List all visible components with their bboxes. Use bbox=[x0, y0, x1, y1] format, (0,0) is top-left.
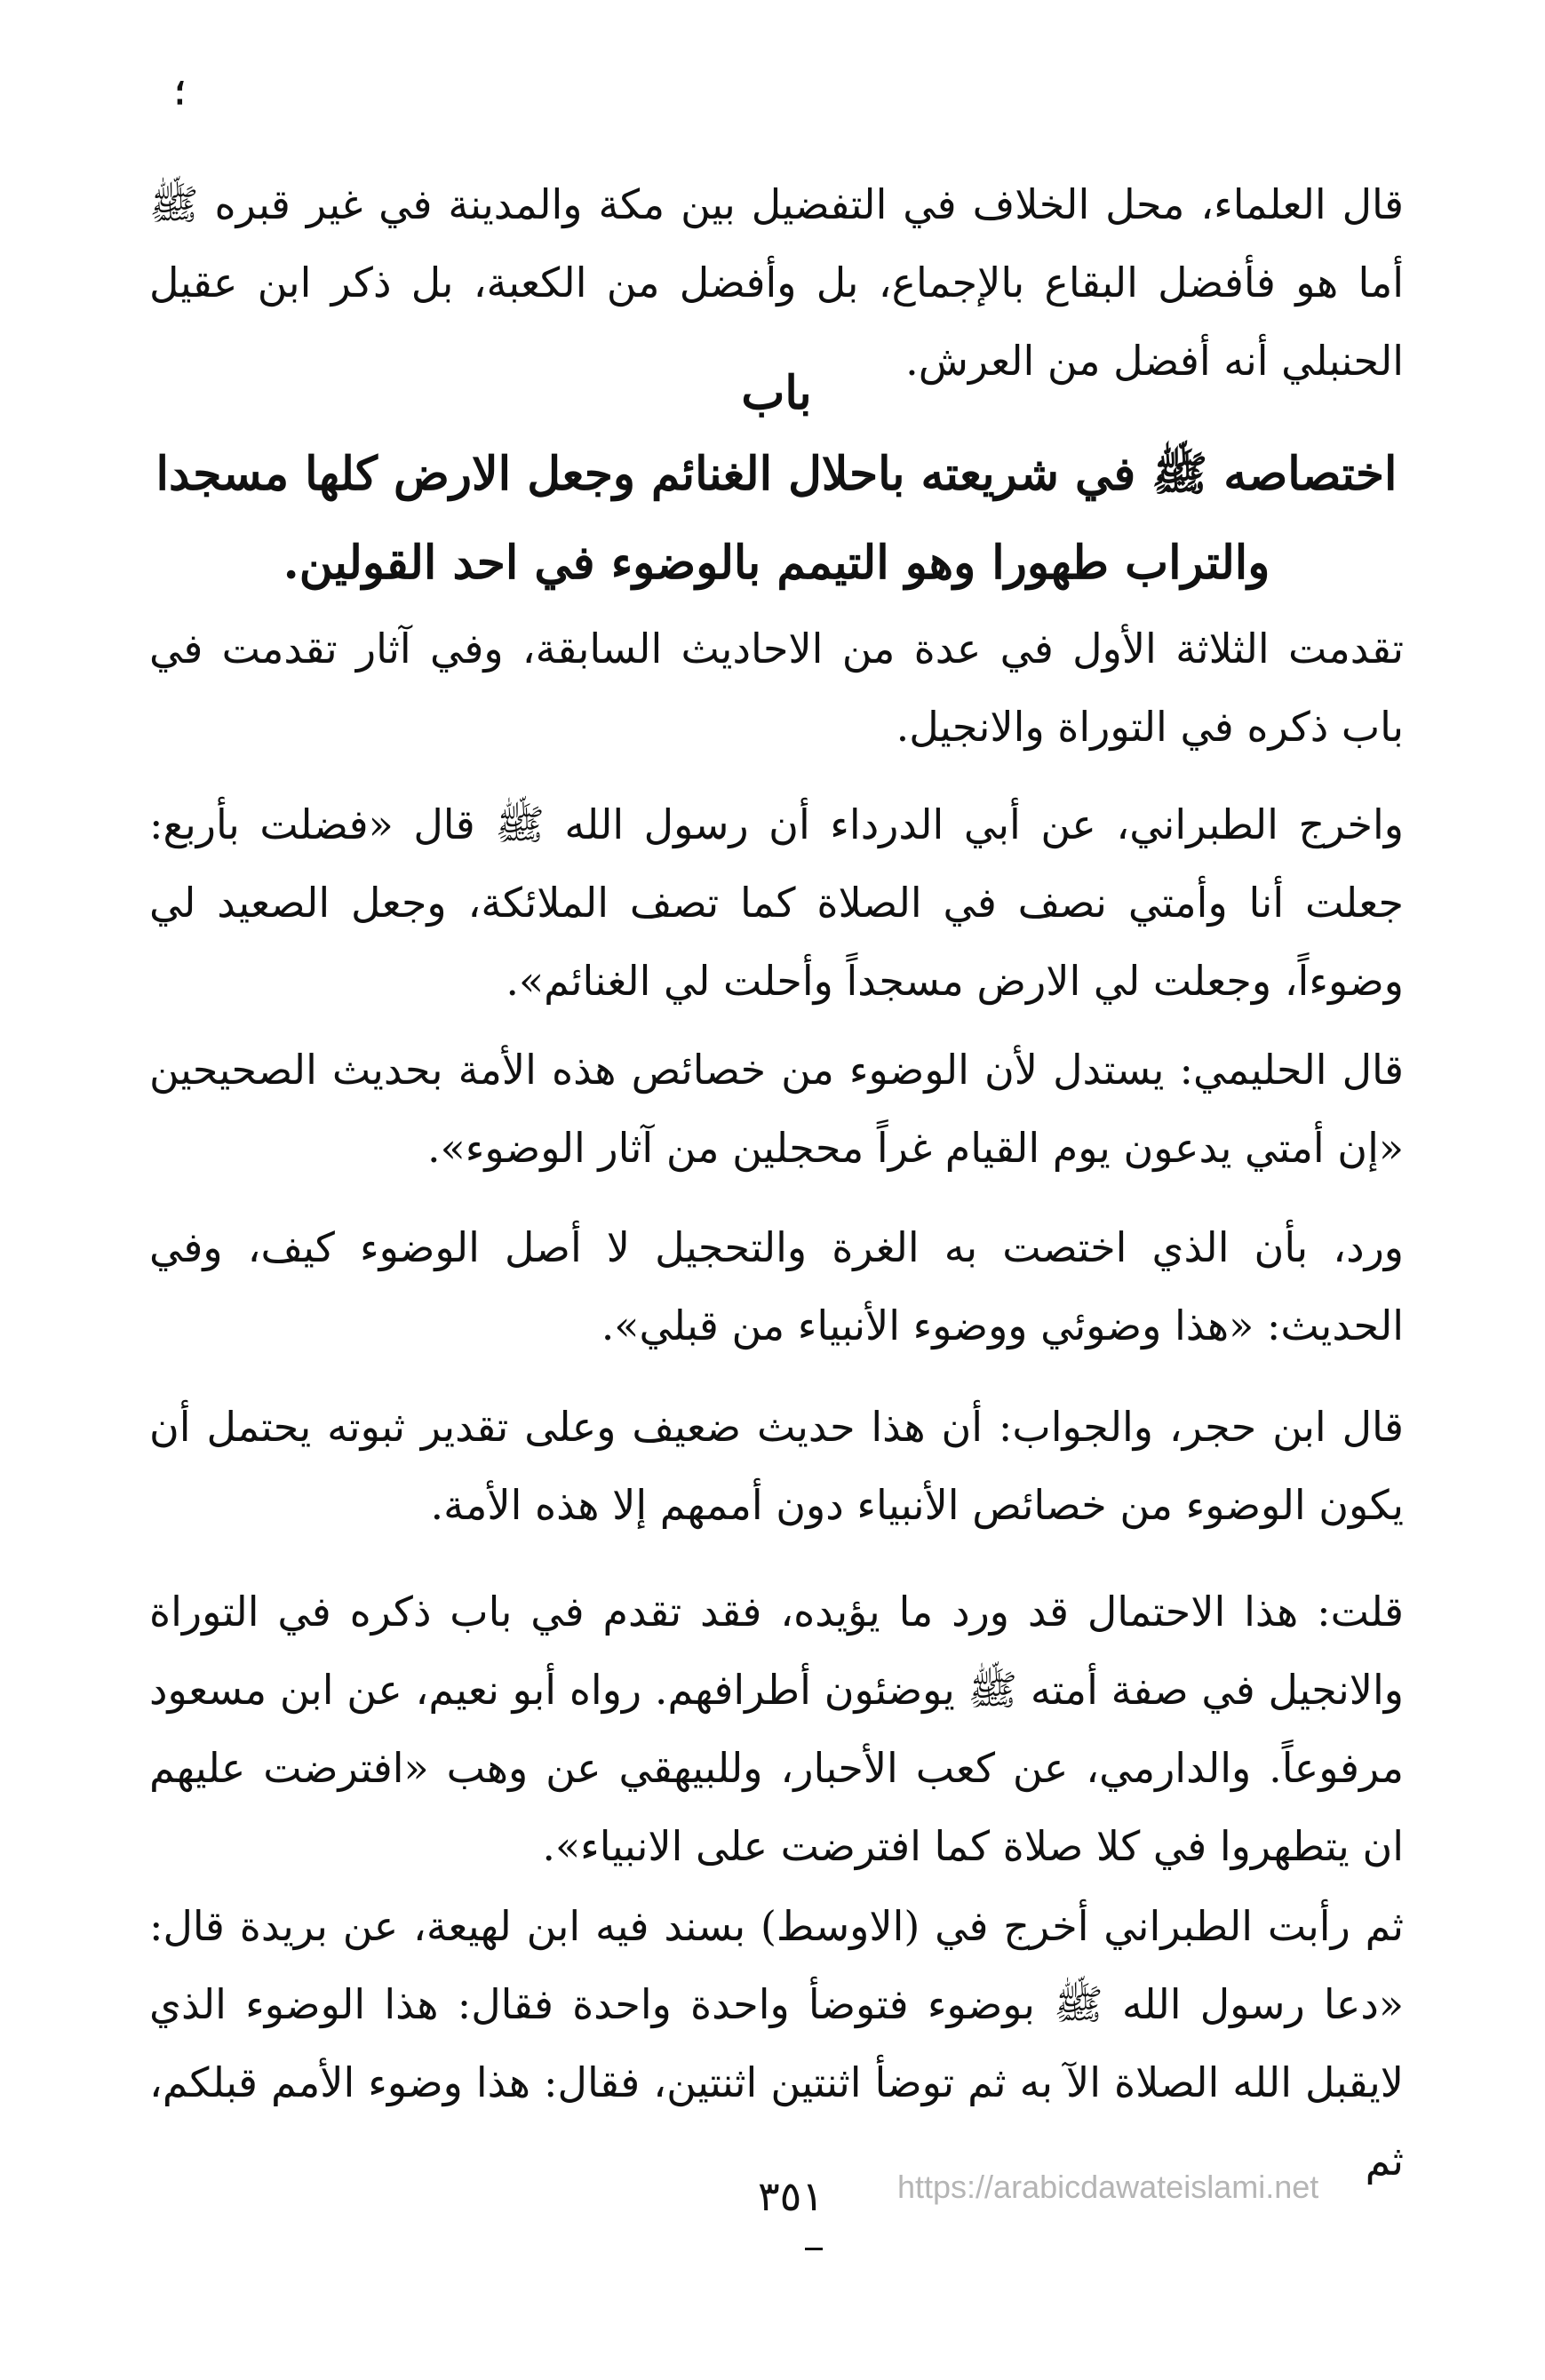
watermark-url: https://arabicdawateislami.net bbox=[897, 2169, 1319, 2205]
paragraph-7: ثم رأبت الطبراني أخرج في (الاوسط) بسند فيه ابن لهيعة، عن بريدة قال: «دعا رسول الله ﷺ بوضوء فتوضأ واحدة واحدة فقال: هذا الوضوء الذي لايقبل الله الصلاة الآ به ثم توضأ اثنتين اثنتين، فقال: هذا وضوء الأمم قبلكم، ثم bbox=[149, 1902, 1404, 2185]
chapter-title: اختصاصه ﷺ في شريعته باحلال الغنائم وجعل الارض كلها مسجدا والتراب طهورا وهو التيمم بالوضوء في احد القولين. bbox=[155, 447, 1398, 590]
paragraph-2: واخرج الطبراني، عن أبي الدرداء أن رسول الله ﷺ قال «فضلت بأربع: جعلت أنا وأمتي نصف في الصلاة كما تصف الملائكة، وجعل الصعيد لي وضوءاً، وجعلت لي الارض مسجداً وأحلت لي الغنائم». bbox=[149, 800, 1404, 1005]
page-number: ٣٥١ bbox=[757, 2172, 824, 2220]
paragraph-4: ورد، بأن الذي اختصت به الغرة والتحجيل لا أصل الوضوء كيف، وفي الحديث: «هذا وضوئي ووضوء الأنبياء من قبلي». bbox=[149, 1223, 1404, 1349]
paragraph-6: قلت: هذا الاحتمال قد ورد ما يؤيده، فقد تقدم في باب ذكره في التوراة والانجيل في صفة أمته ﷺ يوضئون أطرافهم. رواه أبو نعيم، عن ابن مسعود مرفوعاً. والدارمي، عن كعب الأحبار، وللبيهقي عن وهب «افترضت عليهم ان يتطهروا في كلا صلاة كما افترضت على الانبياء». bbox=[149, 1588, 1404, 1870]
paragraph-3: قال الحليمي: يستدل لأن الوضوء من خصائص هذه الأمة بحديث الصحيحين «إن أمتي يدعون يوم القيام غراً محجلين من آثار الوضوء». bbox=[149, 1046, 1404, 1172]
footer-dash bbox=[805, 2248, 823, 2250]
intro-paragraph: قال العلماء، محل الخلاف في التفضيل بين مكة والمدينة في غير قبره ﷺ أما هو فأفضل البقاع بالإجماع، بل وأفضل من الكعبة، بل ذكر ابن عقيل الحنبلي أنه أفضل من العرش. bbox=[149, 180, 1404, 385]
paragraph-5: قال ابن حجر، والجواب: أن هذا حديث ضعيف وعلى تقدير ثبوته يحتمل أن يكون الوضوء من خصائص الأنبياء دون أممهم إلا هذه الأمة. bbox=[149, 1403, 1404, 1529]
chapter-label: باب bbox=[741, 366, 812, 420]
page-corner-mark: ؛ bbox=[174, 71, 186, 113]
paragraph-1: تقدمت الثلاثة الأول في عدة من الاحاديث السابقة، وفي آثار تقدمت في باب ذكره في التوراة والانجيل. bbox=[149, 625, 1404, 751]
